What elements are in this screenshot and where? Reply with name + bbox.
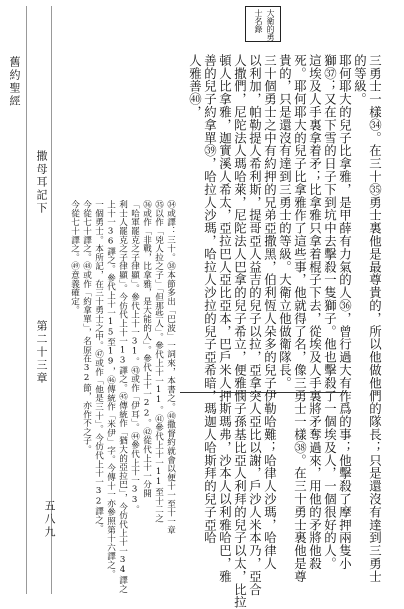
footnote-column: 今從七十譯之。㊾意義確定。 bbox=[69, 200, 80, 315]
main-text-column: 耶何耶大的兒子比拿雅，是甲薛有力氣的人㊱，曾行過大有作爲的事；他擊殺了摩押兩隻小 bbox=[337, 54, 353, 570]
footnote-column: 利士人罷克之子律顯」。今仿代上十一13譯之。㊺傳統作「猶大的亞拉巴」，今仿代上十一34譯之 bbox=[117, 200, 128, 593]
chapter-number: 第二十三章 bbox=[35, 320, 48, 385]
footnote-column: 一個勇士。本所記，在三十勇士之中。㊼或作「他是三十」。今仿代上十一32譯之。 bbox=[93, 200, 104, 533]
section-heading bbox=[245, 6, 281, 42]
main-text-column: 死。耶何耶大的兒子比拿雅作了這些事，他就得了名，像三勇士一樣㊳。在三十勇士裏他是尊 bbox=[292, 54, 308, 583]
chapter-reference: 撒母耳記下 bbox=[35, 150, 48, 215]
main-text-column: 以利加，帕勒提人希利斯，提哥亞人益吉的兒子以拉，亞拿突人亞比以謝，戶沙人米本乃，亞合 bbox=[247, 54, 263, 596]
main-text-column: 頓人比拿雅，迦實溪人希太，亞拉巴人亞比亞本，巴戶米人押斯瑪弗，沙本人以利雅哈巴，雅 bbox=[217, 54, 233, 583]
main-text-column: 的等級。 bbox=[352, 54, 368, 106]
main-text-column: 人雅善㊵， bbox=[187, 54, 203, 119]
footnote-column: ㉞或譯：三十。㊳本節多出「巴波」一詞來，本書之。㊵撒督約就會以便十一至十一章 bbox=[165, 200, 176, 535]
main-text-column: 三十個勇士之中有約押的兄弟亞撒黑，伯利恆人朵多的兒子伊勒哈難；哈律人沙瑪，哈律人 bbox=[262, 54, 278, 570]
main-text-column: 獅㊲；又在下雪的日子下到坑中去擊殺一隻獅子。他也擊殺了一個埃及人，一個很好的人。 bbox=[322, 54, 338, 570]
main-text-column: 貴的，只是還沒有達到三勇士的等級。大衛立他做衛隊長。 bbox=[277, 54, 293, 390]
footnote-column: 今從七十譯之。㊽或作「約拿單」，名原在32節，亦作不之子。 bbox=[81, 200, 92, 454]
page-number: 五八九 bbox=[43, 500, 56, 539]
main-text-column: 三勇士一樣㉞。在三十㉟勇士裏他是最尊貴的，所以他做他們的隊長；只是還沒有達到三勇士 bbox=[367, 54, 383, 583]
footnote-column: ㊱或作「非戰，比拿雅，是大能的人」。參代上十一22。㊷從代上十一分開 bbox=[141, 200, 152, 498]
section-heading-line: 大衛的勇 bbox=[266, 9, 275, 41]
section-heading-line: 士名錄 bbox=[254, 9, 263, 33]
footnote-column: 「哈軍罷克之子律顯」。參代上十一31。㊸或作「伊耳」。㊹參代上十一33。 bbox=[129, 200, 140, 514]
footnote-column: ㉟以作「兇人拉之子」「但那些人」。參代上十一11。㊶參代上十一11至十二之 bbox=[153, 200, 164, 523]
main-text-column: 善的兒子約拿單㊴，哈拉人沙瑪，哈拉人沙拉的兒子亞希暗，瑪迦人哈斯拜的兒子亞哈 bbox=[202, 54, 218, 545]
notes-divider bbox=[180, 392, 348, 393]
margin-rule bbox=[26, 6, 27, 594]
book-title: 舊約聖經 bbox=[8, 56, 21, 108]
main-text-column: 人撒們，尼陀法人瑪哈萊，尼陀法人巴拿的兒子希立，便雅憫子孫基比亞人利拜的兒子以太，比拉 bbox=[232, 54, 248, 609]
footnote-column: 上十一36譯之。參代上十一15至19，㊻傳統作「米伊」字。今傳十一亦參照第十六譯之。 bbox=[105, 200, 116, 578]
main-text-column: 這埃及人手裏拿着矛；比拿雅只拿着棍子下去，從埃及人手裏將矛奪過來，用他的矛將他殺 bbox=[307, 54, 323, 570]
